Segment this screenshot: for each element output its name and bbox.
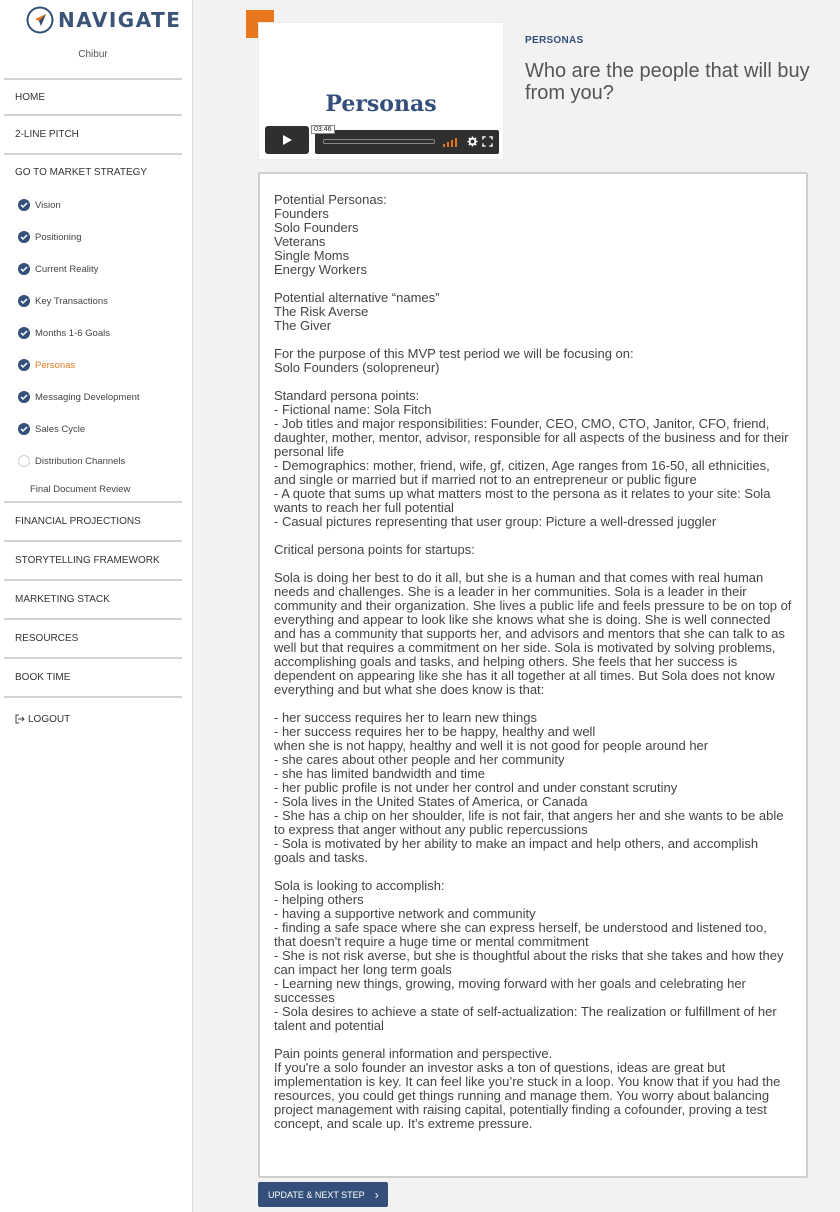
video-panel (246, 10, 506, 160)
play-icon (281, 134, 293, 146)
sidebar (0, 0, 193, 1212)
sub-item-label: Current Reality (35, 263, 99, 275)
empty-circle-icon (18, 455, 30, 467)
nav-go-to-market-strategy[interactable]: GO TO MARKET STRATEGY (4, 153, 182, 189)
chevron-right-icon: › (374, 1187, 379, 1202)
sub-item-label: Messaging Development (35, 391, 140, 403)
nav-storytelling-framework[interactable]: STORYTELLING FRAMEWORK (4, 540, 182, 579)
check-circle-icon (18, 327, 30, 339)
brand-name: NAVIGATE (58, 8, 182, 32)
fullscreen-icon[interactable] (482, 136, 493, 147)
volume-icon[interactable] (443, 137, 459, 147)
next-button-label: UPDATE & NEXT STEP (268, 1189, 365, 1200)
sub-item-label: Sales Cycle (35, 423, 86, 435)
sub-item-positioning[interactable] (4, 221, 182, 253)
video-title: Personas (325, 91, 437, 117)
video-timestamp: 03:46 (311, 125, 335, 134)
logout-icon (15, 714, 25, 724)
check-circle-icon (18, 423, 30, 435)
sub-item-label: Positioning (35, 231, 82, 243)
page-title: Who are the people that will buy from you? (525, 60, 810, 104)
settings-gear-icon[interactable] (467, 136, 478, 147)
sub-item-sales-cycle[interactable] (4, 413, 182, 445)
check-circle-icon (18, 295, 30, 307)
sub-item-distribution-channels[interactable] (4, 445, 182, 477)
sub-item-months-goals[interactable] (4, 317, 182, 349)
progress-track[interactable] (323, 139, 435, 144)
sub-item-final-document-review[interactable]: Final Document Review (30, 483, 131, 495)
gtm-sub-list (4, 189, 182, 501)
sub-item-current-reality[interactable] (4, 253, 182, 285)
sub-item-key-transactions[interactable] (4, 285, 182, 317)
compass-logo-icon (26, 6, 54, 34)
section-label: PERSONAS (525, 35, 584, 46)
check-circle-icon (18, 199, 30, 211)
logout-button[interactable] (4, 696, 182, 740)
sidebar-nav (4, 78, 182, 740)
sub-item-personas[interactable] (4, 349, 182, 381)
company-name: Chibur (78, 49, 108, 60)
update-next-step-button[interactable] (258, 1182, 388, 1207)
nav-resources[interactable]: RESOURCES (4, 618, 182, 657)
check-circle-icon (18, 391, 30, 403)
check-circle-icon (18, 231, 30, 243)
sub-item-vision[interactable] (4, 189, 182, 221)
logo[interactable] (26, 6, 181, 34)
sub-item-messaging-development[interactable] (4, 381, 182, 413)
sub-item-label: Months 1-6 Goals (35, 327, 110, 339)
check-circle-icon (18, 263, 30, 275)
nav-home[interactable]: HOME (4, 78, 182, 114)
nav-2-line-pitch[interactable]: 2-LINE PITCH (4, 114, 182, 153)
video-controls (315, 130, 499, 154)
nav-marketing-stack[interactable]: MARKETING STACK (4, 579, 182, 618)
nav-financial-projections[interactable]: FINANCIAL PROJECTIONS (4, 501, 182, 540)
video-player[interactable] (258, 22, 504, 160)
sub-item-label: Vision (35, 199, 61, 211)
logout-label: LOGOUT (28, 713, 71, 725)
sub-item-label: Personas (35, 359, 76, 371)
sub-item-label: Distribution Channels (35, 455, 126, 467)
sub-item-label: Key Transactions (35, 295, 108, 307)
nav-book-time[interactable]: BOOK TIME (4, 657, 182, 696)
check-circle-icon (18, 359, 30, 371)
play-button[interactable] (265, 126, 309, 154)
answer-textarea[interactable]: Potential Personas: Founders Solo Founders Veterans Single Moms Energy Workers Potential alternative “names” The Risk Averse The Giver For the purpose of this MVP test period we will be focusing on: Solo Founders (solopreneur) Standard persona points: - Fictional name: Sola Fitch - Job titles and major responsibilities: Founder, CEO, CMO, CTO, Janitor, CFO, friend, daughter, mother, mentor, advisor, responsible for all aspects of the business and for their personal life - Demographics: mother, friend, wife, gf, citizen, Age ranges from 16-50, all ethnicities, and single or married but if married not to an entrepreneur or public figure - A quote that sums up what matters most to the persona as it relates to your site: Sola wants to reach her full potential - Casual pictures representing that user group: Picture a well-dressed juggler Critical persona points for startups: Sola is doing her best to do it all, but she is a human and that comes with real human needs and challenges. She is a leader in her communities. Sola is a leader in their community and their organization. She lives a public life and feels pressure to be on top of everything and appear to look like she knows what she is doing. She is well connected and has a community that supports her, and advisors and mentors that she can talk to as well but that requires a commitment on her side. Sola is motivated by solving problems, accomplishing goals and tasks, and helping others. She feels that her success is dependent on appearing like she has it all together at all times. But Sola does not know everything and but what she does know is that: - her success requires her to learn new things - her success requires her to be happy, healthy and well when she is not happy, healthy and well it is not good for people around her - she cares about other people and her community - she has limited bandwidth and time - her public profile is not under her control and under constant scrutiny - Sola lives in the United States of America, or Canada - She has a chip on her shoulder, life is not fair, that angers her and she wants to be able to express that anger without any public repercussions - Sola is motivated by her ability to make an impact and help others, and accomplish goals and tasks. Sola is looking to accomplish: - helping others - having a supportive network and community - finding a safe space where she can express herself, be understood and listened too, that doesn't require a huge time or mental commitment - She is not risk averse, but she is thoughtful about the risks that she takes and how they can impact her long term goals - Learning new things, growing, moving forward with her goals and celebrating her successes - Sola desires to achieve a state of self-actualization: The realization or fulfillment of her talent and potential Pain points general information and perspective. If you're a solo founder an investor asks a ton of questions, ideas are great but implementation is key. It can feel like you’re stuck in a loop. You know that if you had the resources, you could get things running and manage them. You worry about balancing project management with raising capital, potentially finding a cofounder, proving a test concept, and scale up. It’s extreme pressure. (258, 172, 808, 1178)
